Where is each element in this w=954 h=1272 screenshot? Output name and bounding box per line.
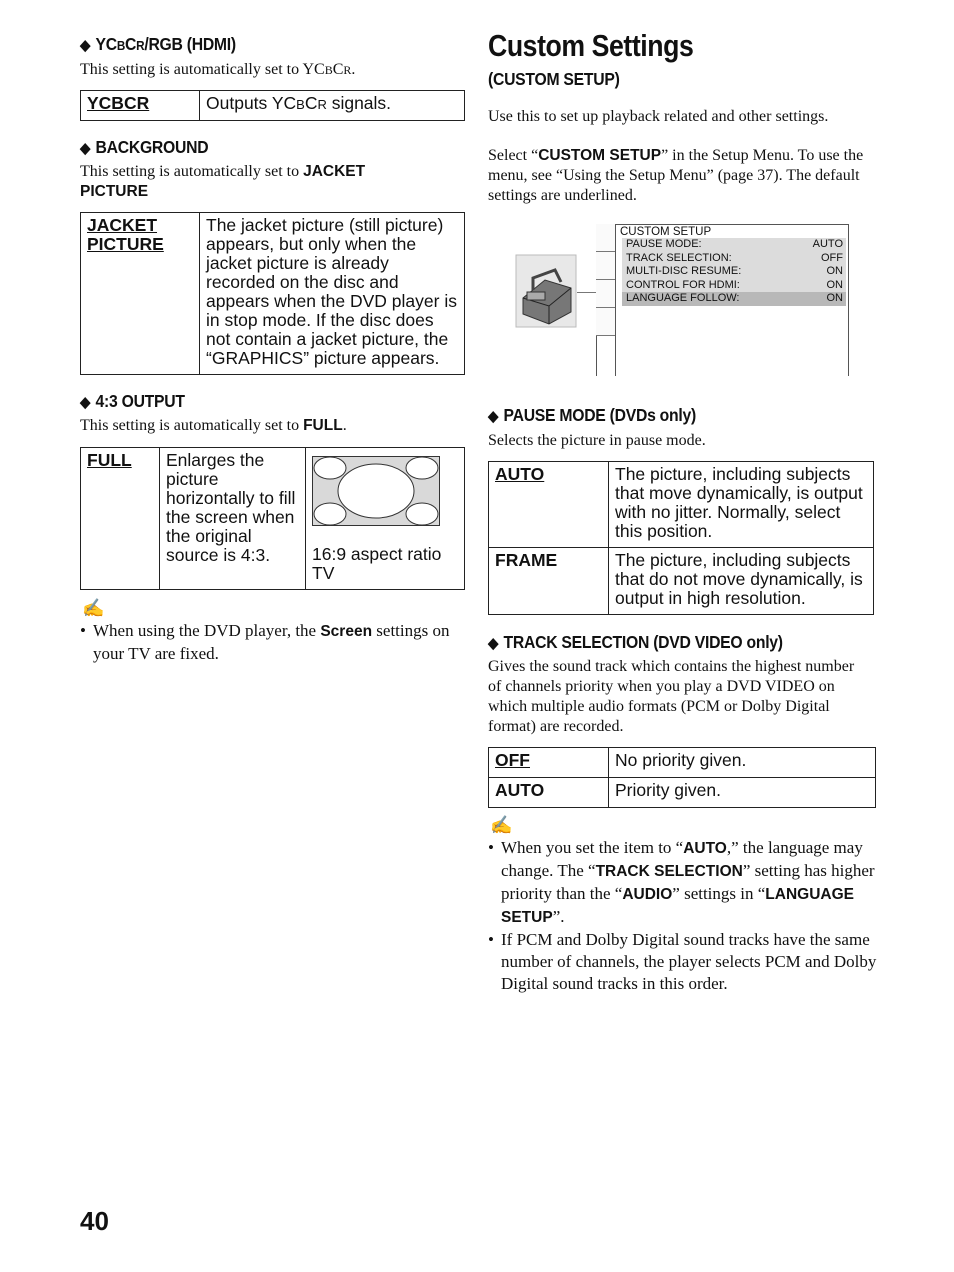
option-value: The picture, including subjects that move dynamically, is output with no jitter. Normally, select this position.: [609, 462, 874, 548]
output43-description: This setting is automatically set to FULL.: [80, 417, 347, 434]
option-value: Enlarges the picture horizontally to fill the screen when the original source is 4:3.: [160, 448, 306, 590]
ycbcr-table: [80, 90, 465, 121]
menu-row: TRACK SELECTION: OFF: [622, 252, 846, 266]
menu-row: CONTROL FOR HDMI: ON: [622, 279, 846, 293]
menu-tab-column: [596, 224, 616, 376]
track-selection-description: Gives the sound track which contains the highest number of channels priority when you play a DVD VIDEO on which multiple audio formats (PCM or Dolby Digital format) are recorded.: [488, 658, 855, 735]
ycbcr-description: This setting is automatically set to YCBCR.: [80, 61, 356, 78]
menu-row: MULTI-DISC RESUME: ON: [622, 265, 846, 279]
table-row: [489, 778, 876, 808]
list-item: • If PCM and Dolby Digital sound tracks have the same number of channels, the player selects PCM and Dolby Digital sound tracks in this order.: [488, 929, 878, 995]
option-key: AUTO: [489, 778, 609, 808]
aspect-ratio-tv-illustration: [312, 456, 440, 526]
page-subtitle: (CUSTOM SETUP): [488, 69, 620, 89]
option-value: No priority given.: [609, 748, 876, 778]
menu-tab: [596, 224, 615, 252]
note-pencil-icon: ✍: [490, 815, 513, 835]
list-item: • When you set the item to “AUTO,” the language may change. The “TRACK SELECTION” setting has higher priority than the “AUDIO” settings in “LANGUAGE SETUP”.: [488, 837, 878, 929]
track-selection-heading: ◆ TRACK SELECTION (DVD VIDEO only): [488, 632, 783, 652]
output43-table: [80, 447, 465, 590]
track-selection-table: [488, 747, 876, 808]
table-row: [489, 548, 874, 615]
menu-rows: [622, 238, 846, 306]
option-key: OFF: [489, 748, 609, 778]
diamond-bullet-icon: ◆: [488, 408, 499, 425]
table-row: [81, 213, 465, 375]
select-instructions: Select “CUSTOM SETUP” in the Setup Menu. To use the menu, see “Using the Setup Menu” (page 37). The default settings are underlined.: [488, 147, 864, 204]
option-key: FULL: [81, 448, 160, 590]
background-heading: ◆ BACKGROUND: [80, 137, 209, 157]
table-row: [81, 448, 465, 590]
menu-tab: [596, 308, 615, 336]
intro-text: Use this to set up playback related and other settings.: [488, 108, 829, 125]
option-key: FRAME: [489, 548, 609, 615]
toolbox-icon: [515, 252, 579, 330]
background-table: [80, 212, 465, 375]
option-value: The jacket picture (still picture) appears, but only when the jacket picture is already recorded on the disc and appears when the DVD player is in stop mode. If the disc does not contain a jacket picture, the “GRAPHICS” picture appears.: [200, 213, 465, 375]
table-row: [489, 462, 874, 548]
table-row: [81, 91, 465, 121]
note-pencil-icon: ✍: [82, 598, 105, 618]
pause-mode-heading: ◆ PAUSE MODE (DVDs only): [488, 405, 696, 425]
option-value: Outputs YCBCR signals.: [200, 91, 465, 121]
option-image-cell: [306, 448, 465, 590]
menu-tab: [596, 252, 615, 280]
right-note-list: [488, 837, 878, 995]
output43-heading: ◆ 4:3 OUTPUT: [80, 391, 185, 411]
menu-row: PAUSE MODE: AUTO: [622, 238, 846, 252]
table-row: [489, 748, 876, 778]
option-key: JACKET PICTURE: [81, 213, 200, 375]
option-value: Priority given.: [609, 778, 876, 808]
ycbcr-heading: ◆ YCBCR/RGB (HDMI): [80, 34, 236, 54]
custom-setup-screen: [515, 224, 850, 378]
image-caption: 16:9 aspect ratio TV: [312, 544, 442, 583]
option-value: The picture, including subjects that do not move dynamically, is output in high resolution.: [609, 548, 874, 615]
menu-title: CUSTOM SETUP: [620, 226, 712, 238]
page-title: Custom Settings: [488, 28, 694, 63]
diamond-bullet-icon: ◆: [80, 140, 91, 157]
option-key: AUTO: [489, 462, 609, 548]
list-item: • When using the DVD player, the Screen settings on your TV are fixed.: [80, 620, 466, 665]
page-number: 40: [80, 1206, 109, 1236]
diamond-bullet-icon: ◆: [488, 635, 499, 652]
diamond-bullet-icon: ◆: [80, 394, 91, 411]
pause-mode-description: Selects the picture in pause mode.: [488, 432, 706, 449]
diamond-bullet-icon: ◆: [80, 37, 91, 54]
menu-tab: [596, 280, 615, 308]
menu-row-selected: LANGUAGE FOLLOW: ON: [622, 292, 846, 306]
option-key: YCBCR: [81, 91, 200, 121]
pause-mode-table: [488, 461, 874, 615]
background-description: This setting is automatically set to JACKET PICTURE: [80, 163, 366, 200]
left-note-list: [80, 620, 466, 665]
